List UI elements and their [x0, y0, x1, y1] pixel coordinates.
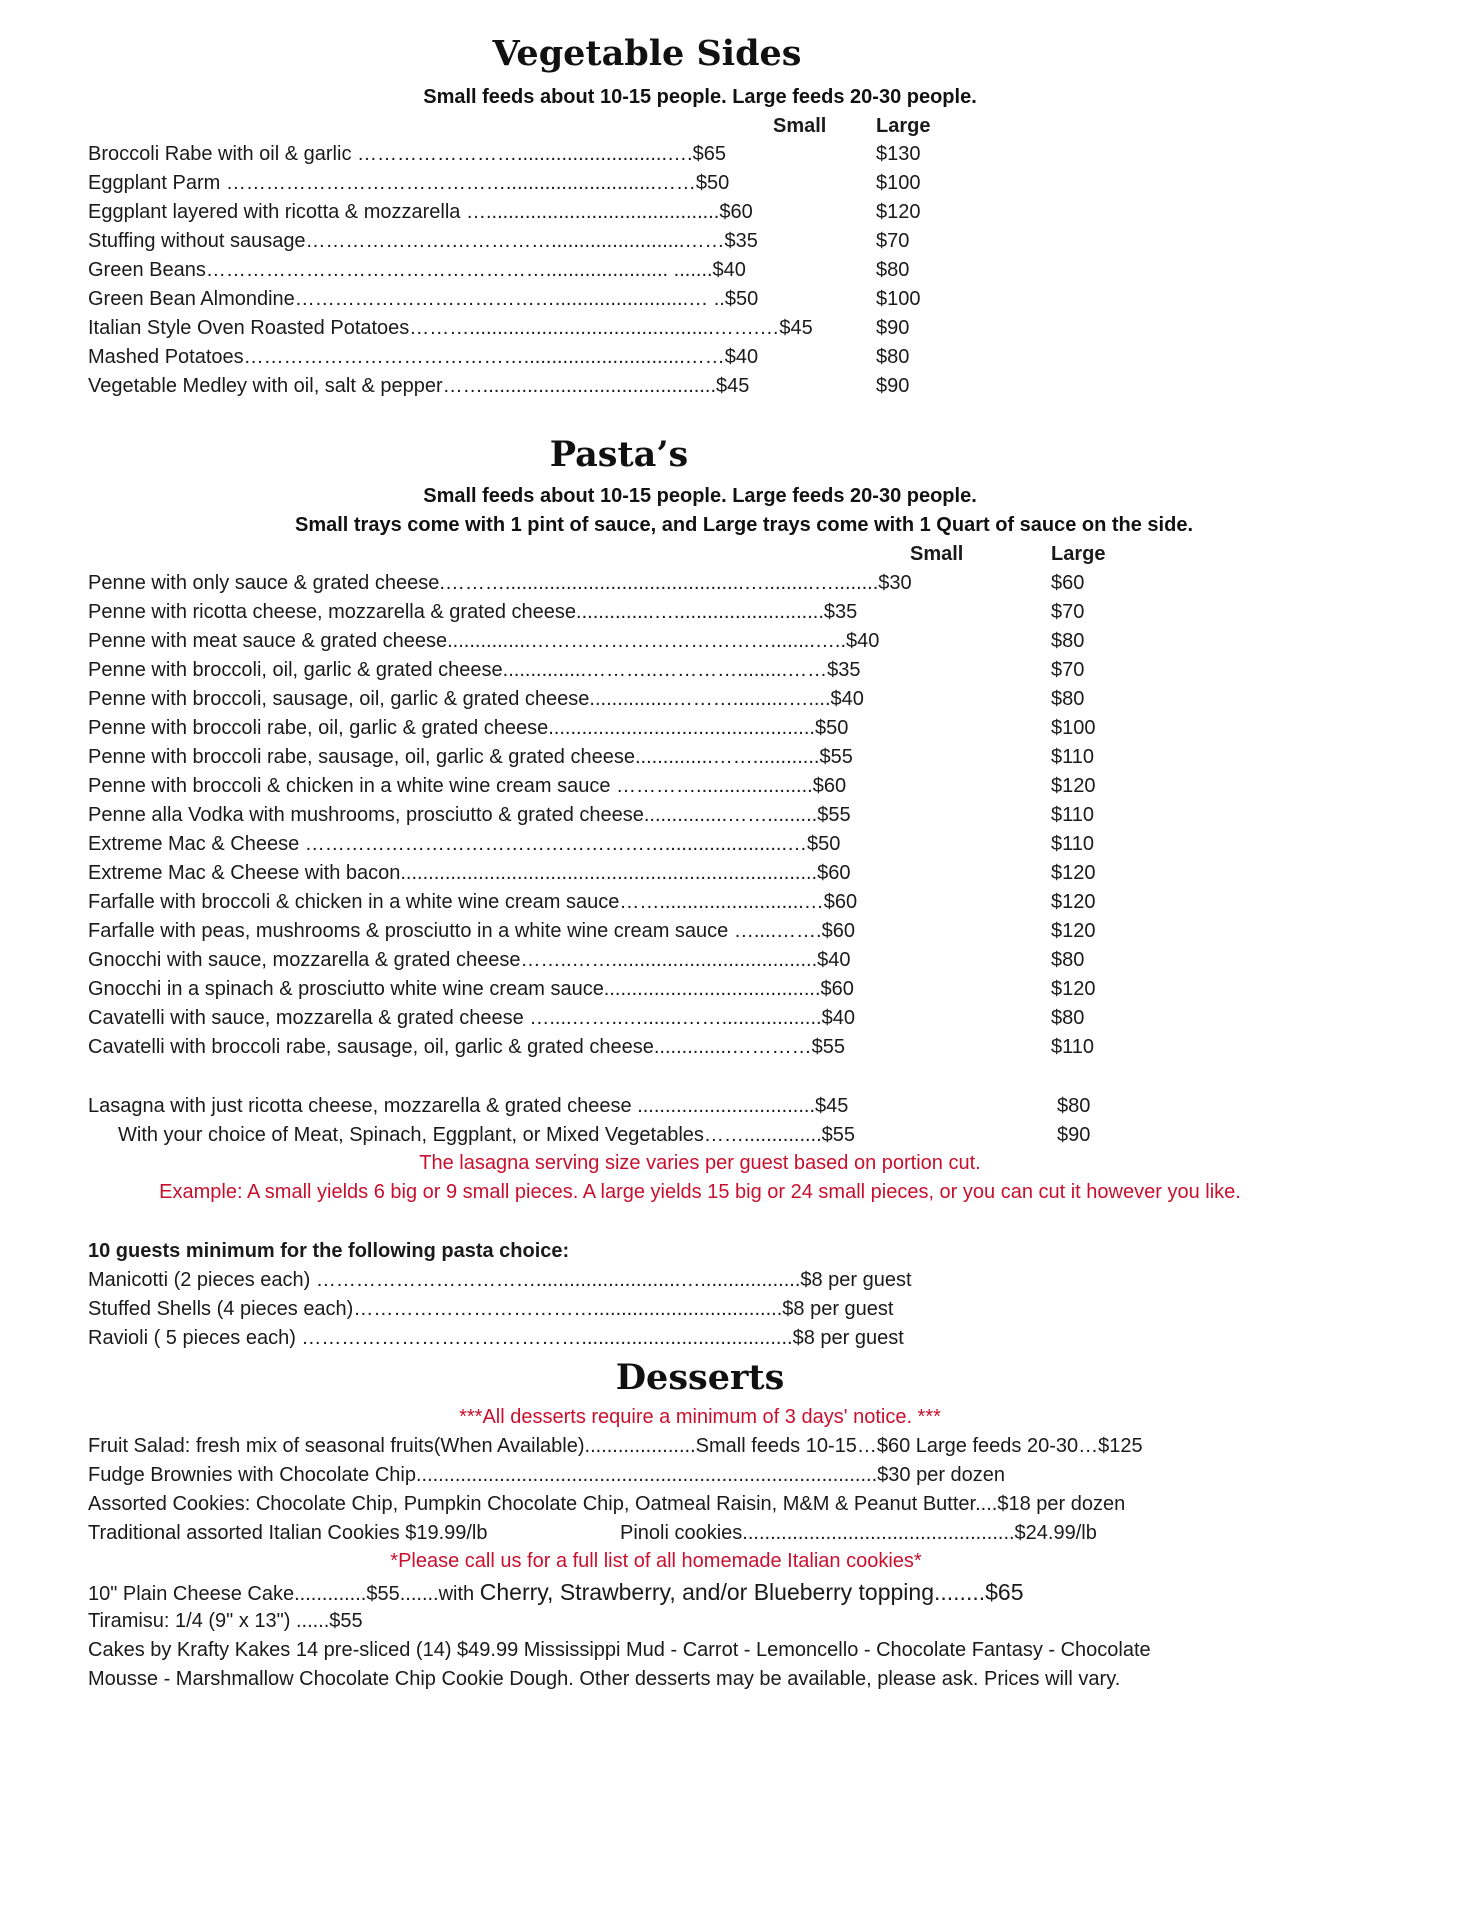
- pasta-large-price: $120: [1051, 978, 1096, 1000]
- vegetable-large-price: $100: [876, 172, 921, 194]
- lasagna-note-1: The lasagna serving size varies per guest based on portion cut.: [419, 1152, 981, 1174]
- pasta-large-price: $110: [1051, 1036, 1095, 1058]
- pasta-item: Penne with broccoli rabe, sausage, oil, garlic & grated cheese..............……............$55: [88, 746, 853, 768]
- pasta-item: Extreme Mac & Cheese with bacon...........................................................................$60: [88, 862, 851, 884]
- pasta-large-price: $110: [1051, 804, 1095, 826]
- per-guest-item: Ravioli ( 5 pieces each) ……………………………………......................................$8 per guest: [88, 1327, 904, 1349]
- vegetable-item: Vegetable Medley with oil, salt & pepper……..........................................$45: [88, 375, 750, 397]
- pasta-item: Gnocchi with sauce, mozzarella & grated cheese……..…….....................................$40: [88, 949, 851, 971]
- pasta-item: Penne with broccoli rabe, oil, garlic & grated cheese................................................$50: [88, 717, 849, 739]
- desserts-notice: ***All desserts require a minimum of 3 days' notice. ***: [459, 1406, 941, 1428]
- pasta-item: Penne with broccoli & chicken in a white wine cream sauce ………….....................$60: [88, 775, 847, 797]
- brownies-line: Fudge Brownies with Chocolate Chip...................................................................................$30 per dozen: [88, 1464, 1006, 1486]
- pasta-item: Farfalle with broccoli & chicken in a white wine cream sauce……..........................…$60: [88, 891, 858, 913]
- vegetable-item: Mashed Potatoes…………………………………….............................……$40: [88, 346, 759, 368]
- italian-cookies-line: Traditional assorted Italian Cookies $19.99/lb: [88, 1522, 488, 1544]
- pasta-large-price: $70: [1051, 659, 1085, 681]
- vegetable-large-price: $130: [876, 143, 921, 165]
- vegetable-large-price: $80: [876, 259, 910, 281]
- cookies-call-note: *Please call us for a full list of all homemade Italian cookies*: [390, 1550, 922, 1572]
- vegetable-item: Green Bean Almondine…………………………………........................… ..$50: [88, 288, 759, 310]
- pasta-item: Extreme Mac & Cheese ………………………………………………......................…$50: [88, 833, 841, 855]
- pasta-large-price: $80: [1051, 688, 1085, 710]
- vegetable-large-price: $90: [876, 375, 910, 397]
- lasagna-large-price: $80: [1057, 1095, 1091, 1117]
- vegetable-item: Broccoli Rabe with oil & garlic ……………………...........................….$65: [88, 143, 726, 165]
- vegetable-item: Stuffing without sausage………………….……………........................……$35: [88, 230, 758, 252]
- per-guest-item: Manicotti (2 pieces each) ……………………………..........................…..................$8 per guest: [88, 1269, 912, 1291]
- fruit-salad-line: Fruit Salad: fresh mix of seasonal fruits(When Available)....................Small feeds 10-15…$60 Large feeds 20-30…$125: [88, 1435, 1143, 1457]
- per-guest-item: Stuffed Shells (4 pieces each)………………………………..................................$8 per guest: [88, 1298, 894, 1320]
- pasta-small-header: Small: [910, 543, 964, 565]
- pasta-large-price: $120: [1051, 862, 1096, 884]
- lasagna-item: Lasagna with just ricotta cheese, mozzarella & grated cheese ................................$45: [88, 1095, 849, 1117]
- vegetable-large-price: $90: [876, 317, 910, 339]
- pasta-large-price: $120: [1051, 775, 1096, 797]
- vegetable-large-price: $120: [876, 201, 921, 223]
- tiramisu-line: Tiramisu: 1/4 (9" x 13") ......$55: [88, 1610, 363, 1632]
- vegetable-large-price: $80: [876, 346, 910, 368]
- vegetable-item: Eggplant layered with ricotta & mozzarella …..........................................$60: [88, 201, 753, 223]
- vegetable-sides-title: Vegetable Sides: [492, 33, 802, 74]
- pastas-subtitle-2: Small trays come with 1 pint of sauce, and Large trays come with 1 Quart of sauce on the side.: [294, 514, 1194, 536]
- pasta-item: Cavatelli with sauce, mozzarella & grated cheese …....……..….......……..................$40: [88, 1007, 855, 1029]
- pasta-item: Penne with ricotta cheese, mozzarella & grated cheese..............…...........................$35: [88, 601, 858, 623]
- vegetable-small-header: Small: [773, 115, 827, 137]
- vegetable-item: Italian Style Oven Roasted Potatoes………............................................…….…$45: [88, 317, 813, 339]
- vegetable-large-price: $70: [876, 230, 910, 252]
- pasta-large-price: $80: [1051, 949, 1085, 971]
- lasagna-large-price: $90: [1057, 1124, 1091, 1146]
- pasta-large-price: $120: [1051, 891, 1096, 913]
- vegetable-item: Green Beans……………………………………………...................... .......$40: [88, 259, 746, 281]
- cakes-line-2: Mousse - Marshmallow Chocolate Chip Cookie Dough. Other desserts may be available, please ask. Prices will vary.: [88, 1668, 1121, 1690]
- vegetable-sides-subtitle: Small feeds about 10-15 people. Large feeds 20-30 people.: [423, 86, 977, 108]
- min-guests-heading: 10 guests minimum for the following pasta choice:: [88, 1240, 570, 1262]
- pasta-large-header: Large: [1051, 543, 1106, 565]
- cakes-line-1: Cakes by Krafty Kakes 14 pre-sliced (14) $49.99 Mississippi Mud - Carrot - Lemoncello - Chocolate Fantasy - Chocolate: [88, 1639, 1151, 1661]
- pasta-large-price: $80: [1051, 630, 1085, 652]
- desserts-title: Desserts: [615, 1357, 785, 1398]
- pasta-item: Penne with broccoli, sausage, oil, garlic & grated cheese...............………..........…....$40: [88, 688, 864, 710]
- cookies-line: Assorted Cookies: Chocolate Chip, Pumpkin Chocolate Chip, Oatmeal Raisin, M&M & Peanut Butter....$18 per dozen: [88, 1493, 1126, 1515]
- pasta-large-price: $60: [1051, 572, 1085, 594]
- pasta-large-price: $120: [1051, 920, 1096, 942]
- pasta-large-price: $100: [1051, 717, 1096, 739]
- pinoli-cookies-line: Pinoli cookies.................................................$24.99/lb: [620, 1522, 1097, 1544]
- pasta-large-price: $110: [1051, 833, 1095, 855]
- pasta-large-price: $80: [1051, 1007, 1085, 1029]
- cheesecake-plain: 10" Plain Cheese Cake.............$55.......with: [88, 1583, 480, 1605]
- cheesecake-line: [88, 1580, 1023, 1606]
- lasagna-item: With your choice of Meat, Spinach, Eggplant, or Mixed Vegetables……..............$55: [118, 1124, 856, 1146]
- pasta-item: Cavatelli with broccoli rabe, sausage, oil, garlic & grated cheese..............…………$55: [88, 1036, 846, 1058]
- cheesecake-topping: Cherry, Strawberry, and/or Blueberry topping........$65: [479, 1579, 1024, 1605]
- lasagna-note-2: Example: A small yields 6 big or 9 small pieces. A large yields 15 big or 24 small pieces, or you can cut it however you like.: [159, 1181, 1241, 1203]
- pastas-title: Pasta’s: [549, 434, 689, 475]
- pasta-item: Penne with broccoli, oil, garlic & grated cheese...............………..………….........……$35: [88, 659, 861, 681]
- vegetable-item: Eggplant Parm ……………………………………...........................……$50: [88, 172, 730, 194]
- pasta-item: Penne with only sauce & grated cheese.………...........................................….........…........$30: [88, 572, 912, 594]
- pasta-item: Farfalle with peas, mushrooms & prosciutto in a white wine cream sauce …....…….$60: [88, 920, 855, 942]
- vegetable-large-price: $100: [876, 288, 921, 310]
- pasta-item: Penne with meat sauce & grated cheese...............………………………………........…..$40: [88, 630, 880, 652]
- pasta-item: Penne alla Vodka with mushrooms, prosciutto & grated cheese...............…….........$55: [88, 804, 851, 826]
- pastas-subtitle-1: Small feeds about 10-15 people. Large feeds 20-30 people.: [423, 485, 977, 507]
- pasta-large-price: $70: [1051, 601, 1085, 623]
- pasta-item: Gnocchi in a spinach & prosciutto white wine cream sauce.......................................$60: [88, 978, 854, 1000]
- pasta-large-price: $110: [1051, 746, 1095, 768]
- vegetable-large-header: Large: [876, 115, 931, 137]
